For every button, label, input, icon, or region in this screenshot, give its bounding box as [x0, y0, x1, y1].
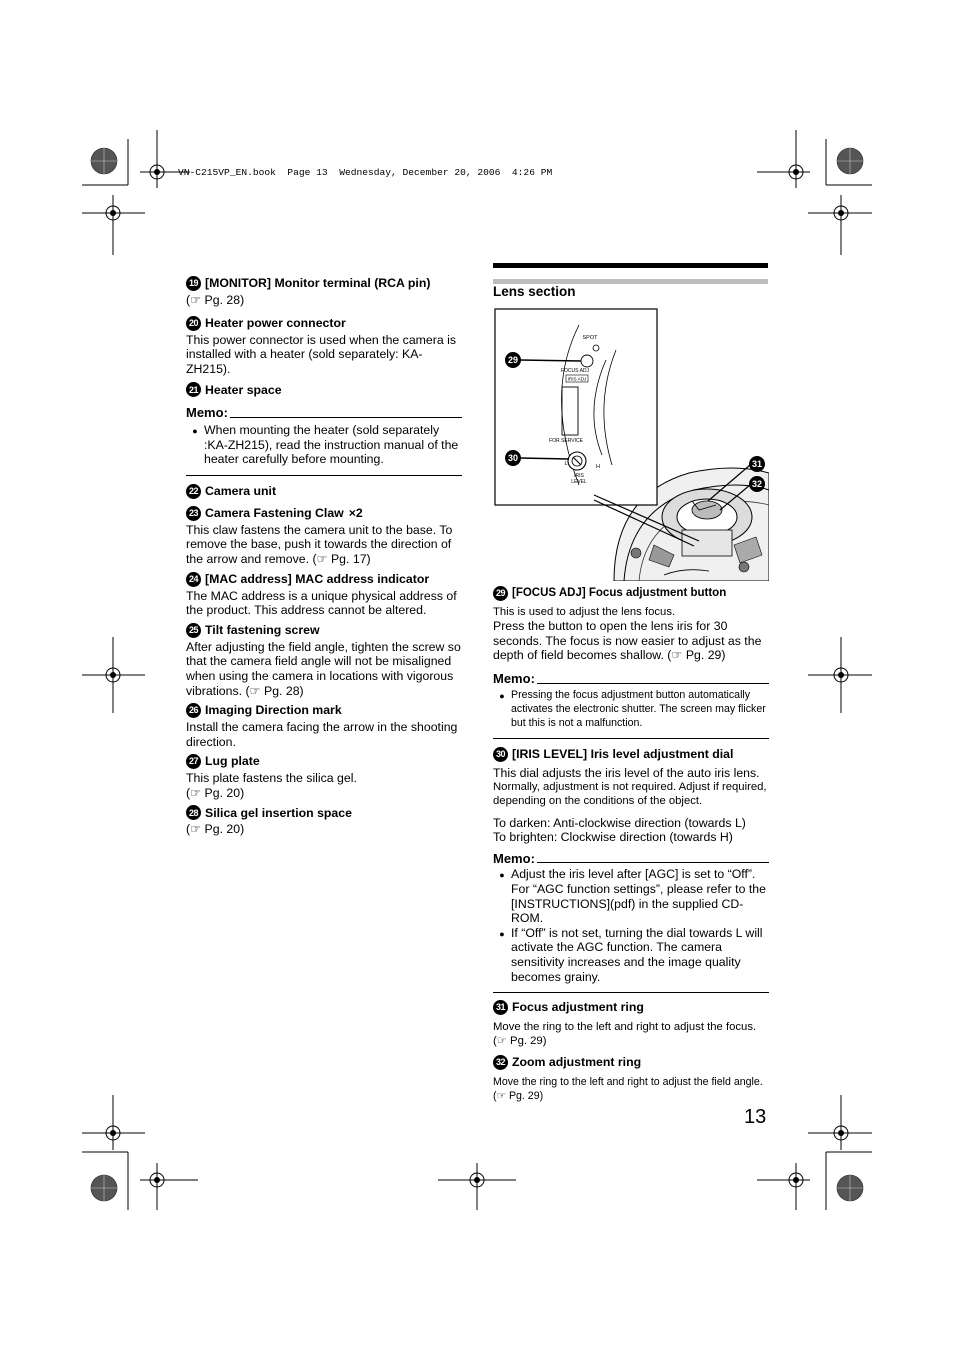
memo-2-bullet: ● Pressing the focus adjustment button automatically activates the electronic shutter. The screen may flicker but this is not a malfunction.	[493, 688, 769, 730]
callout-24: 24	[186, 572, 201, 587]
item-29-heading	[493, 586, 769, 601]
item-28-heading	[186, 805, 462, 820]
right-column	[493, 582, 769, 1103]
item-21-heading	[186, 382, 462, 397]
page-number: 13	[744, 1106, 767, 1128]
item-30-darken: To darken: Anti-clockwise direction (towards L)	[493, 815, 746, 830]
memo-1-bullet: ● When mounting the heater (sold separately :KA-ZH215), read the instruction manual of the heater carefully before mounting.	[186, 423, 462, 467]
item-30-desc-1: This dial adjusts the iris level of the auto iris lens.	[493, 765, 760, 780]
item-30-brighten: To brighten: Clockwise direction (towards H)	[493, 830, 733, 845]
dial-level-label: LEVEL	[571, 479, 587, 485]
memo-3-bullet-2: ● If “Off” is not set, turning the dial towards L will activate the AGC function. The camera sensitivity increases and the image quality becomes grainy.	[493, 926, 769, 984]
item-27-title: Lug plate	[205, 754, 260, 769]
item-26-desc: Install the camera facing the arrow in the shooting direction.	[186, 720, 458, 749]
item-30-desc-2: Normally, adjustment is not required. Adjust if required, depending on the conditions of the object.	[493, 781, 767, 808]
item-31-heading	[493, 1000, 769, 1015]
dial-h-label: H	[596, 464, 600, 470]
item-22-title: Camera unit	[205, 483, 277, 498]
item-24-desc: The MAC address is a unique physical address of the product. This address cannot be altered.	[186, 588, 457, 618]
memo-3-text-2: If “Off” is not set, turning the dial towards L will activate the AGC function. The camera sensitivity increases and the image quality becomes grainy.	[511, 925, 763, 984]
item-28-title: Silica gel insertion space	[205, 805, 352, 820]
dial-l-label: L	[564, 461, 568, 467]
callout-22: 22	[186, 484, 201, 499]
item-20-desc: This power connector is used when the camera is installed with a heater (sold separately: KA-ZH215).	[186, 332, 456, 376]
item-27-heading	[186, 754, 462, 769]
focus-adj-label: FOCUS ADJ	[560, 368, 590, 374]
memo-2-end-rule	[493, 738, 769, 739]
dial-iris-label: IRIS	[574, 473, 584, 479]
left-column	[186, 272, 462, 837]
callout-30: 30	[493, 747, 508, 762]
item-23-times: ×2	[348, 505, 363, 520]
memo-2-title: Memo :	[493, 672, 769, 687]
figure-callout-30-text: 30	[507, 453, 519, 463]
memo-3-bullet-1: ● Adjust the iris level after [AGC] is set to “Off”. For “AGC function settings”, please refer to the [INSTRUCTIONS](pdf) in the supplied CD-ROM.	[493, 867, 769, 925]
callout-32: 32	[493, 1055, 508, 1070]
item-32-title: Zoom adjustment ring	[512, 1054, 642, 1069]
memo-1-end-rule	[186, 475, 462, 476]
item-23-title: Camera Fastening Claw	[205, 505, 344, 520]
memo-3-text-1: Adjust the iris level after [AGC] is set to “Off”. For “AGC function settings”, please refer to the [INSTRUCTIONS](pdf) in the supplied CD-ROM.	[511, 867, 766, 926]
item-26-title: Imaging Direction mark	[205, 703, 342, 718]
memo-1-title: Memo :	[186, 406, 462, 421]
item-32-desc: Move the ring to the left and right to adjust the field angle. (☞ Pg. 29)	[493, 1075, 763, 1102]
item-29-title: [FOCUS ADJ] Focus adjustment button	[512, 587, 727, 600]
item-29-desc-1: This is used to adjust the lens focus.	[493, 606, 676, 618]
item-19-ref: (☞ Pg. 28)	[186, 293, 245, 307]
figure-callout-32-text: 32	[751, 479, 763, 489]
figure-callout-31-text: 31	[751, 459, 763, 469]
item-29-desc-2: Press the button to open the lens iris for 30 seconds. The focus is now easier to adjust as the depth of field becomes shallow. (☞ Pg. 29)	[493, 619, 762, 663]
callout-20: 20	[186, 316, 201, 331]
item-32-heading	[493, 1055, 769, 1070]
item-30-heading	[493, 747, 769, 762]
iris-adj-label: IRIS ADJ	[567, 376, 587, 382]
for-service-label: FOR SERVICE	[549, 438, 583, 444]
memo-2-text: Pressing the focus adjustment button automatically activates the electronic shutter. The screen may flicker but this is not a malfunction.	[511, 688, 766, 729]
memo-1-text: When mounting the heater (sold separately :KA-ZH215), read the instruction manual of the heater carefully before mounting.	[204, 422, 459, 467]
item-23-desc: This claw fastens the camera unit to the base. To remove the base, push it towards the direction of the arrow and remove. (☞ Pg. 17)	[186, 522, 453, 566]
item-20-title: Heater power connector	[205, 315, 346, 330]
callout-23: 23	[186, 506, 201, 521]
item-25-heading	[186, 623, 462, 638]
callout-26: 26	[186, 703, 201, 718]
callout-27: 27	[186, 754, 201, 769]
callout-21: 21	[186, 382, 201, 397]
callout-31: 31	[493, 1000, 508, 1015]
item-21-title: Heater space	[205, 382, 282, 397]
lens-section-figure	[494, 305, 769, 581]
figure-callout-29-text: 29	[507, 355, 519, 365]
file-info-header: VN-C215VP_EN.book Page 13 Wednesday, December 20, 2006 4:26 PM	[178, 167, 553, 178]
callout-28: 28	[186, 805, 201, 820]
item-28-ref: (☞ Pg. 20)	[186, 822, 245, 837]
item-19-heading	[186, 276, 462, 291]
memo-3-end-rule	[493, 992, 769, 993]
item-24-heading	[186, 572, 462, 587]
memo-3-title: Memo :	[493, 852, 769, 867]
callout-29: 29	[493, 586, 508, 601]
item-25-desc: After adjusting the field angle, tighten the screw so that the camera field angle will not be misaligned when using the camera in locations with vigorous vibrations. (☞ Pg. 28)	[186, 639, 461, 698]
item-31-desc: Move the ring to the left and right to adjust the focus. (☞ Pg. 29)	[493, 1021, 757, 1048]
item-19-title: [MONITOR] Monitor terminal (RCA pin)	[205, 276, 431, 291]
section-title: Lens section	[493, 284, 576, 299]
item-25-title: Tilt fastening screw	[205, 622, 320, 637]
callout-19: 19	[186, 276, 201, 291]
callout-25: 25	[186, 623, 201, 638]
item-27-desc: This plate fastens the silica gel.	[186, 771, 357, 786]
item-22-heading	[186, 484, 462, 499]
item-31-title: Focus adjustment ring	[512, 1000, 644, 1015]
item-30-title: [IRIS LEVEL] Iris level adjustment dial	[512, 746, 734, 761]
section-top-bar	[493, 263, 768, 268]
spot-label: SPOT	[582, 335, 598, 341]
item-27-ref: (☞ Pg. 20)	[186, 785, 245, 800]
item-20-heading	[186, 316, 462, 331]
item-23-heading	[186, 506, 462, 521]
item-24-title: [MAC address] MAC address indicator	[205, 571, 430, 586]
item-26-heading	[186, 703, 462, 718]
